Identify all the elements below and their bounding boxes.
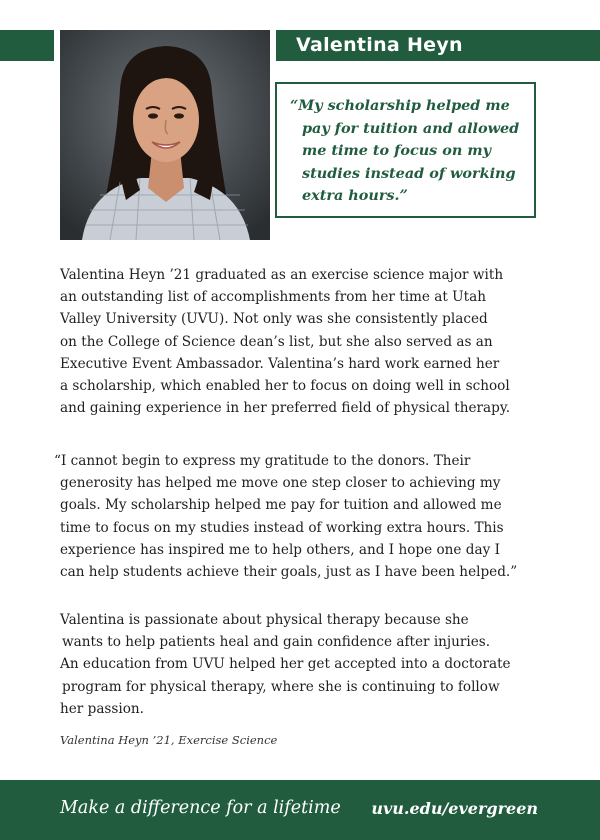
- text-line: generosity has helped me move one step closer to achieving my: [60, 475, 501, 492]
- footer-url-link[interactable]: uvu.edu/evergreen: [371, 799, 538, 818]
- student-photo: [60, 30, 270, 240]
- closing-paragraph: [60, 609, 550, 720]
- text-line: can help students achieve their goals, just as I have been helped.”: [60, 564, 518, 581]
- text-line: Valentina is passionate about physical therapy because she: [60, 612, 469, 628]
- text-line: an outstanding list of accomplishments from her time at Utah: [60, 289, 486, 306]
- text-line: time to focus on my studies instead of working extra hours. This: [60, 519, 504, 536]
- pull-quote-line: “My scholarship helped me: [290, 97, 510, 114]
- text-line: Valentina Heyn ’21 graduated as an exercise science major with: [60, 267, 504, 283]
- text-line: on the College of Science dean’s list, but she also served as an: [60, 333, 493, 350]
- footer-tagline: Make a difference for a lifetime: [60, 798, 341, 818]
- text-line: program for physical therapy, where she is continuing to follow: [62, 678, 500, 695]
- student-name: Valentina Heyn: [296, 34, 463, 56]
- text-line: Executive Event Ambassador. Valentina’s hard work earned her: [60, 355, 500, 372]
- text-line: a scholarship, which enabled her to focus on doing well in school: [60, 378, 510, 395]
- text-line: her passion.: [60, 700, 144, 717]
- pull-quote-line: pay for tuition and allowed: [302, 119, 520, 137]
- text-line: wants to help patients heal and gain confidence after injuries.: [62, 634, 491, 651]
- text-line: Valley University (UVU). Not only was she consistently placed: [60, 311, 488, 328]
- pull-quote-line: studies instead of working: [302, 164, 516, 182]
- pull-quote: [290, 95, 520, 208]
- text-line: “I cannot begin to express my gratitude to the donors. Their: [54, 453, 471, 469]
- text-line: goals. My scholarship helped me pay for tuition and allowed me: [60, 497, 502, 514]
- pull-quote-line: me time to focus on my: [302, 142, 491, 159]
- pull-quote-line: extra hours.”: [302, 187, 408, 204]
- bio-paragraph: [60, 264, 550, 419]
- text-line: experience has inspired me to help others, and I hope one day I: [60, 541, 500, 558]
- attribution: Valentina Heyn ’21, Exercise Science: [60, 733, 278, 747]
- testimonial-paragraph: [54, 450, 544, 583]
- text-line: and gaining experience in her preferred field of physical therapy.: [60, 400, 511, 417]
- text-line: An education from UVU helped her get accepted into a doctorate: [60, 656, 511, 673]
